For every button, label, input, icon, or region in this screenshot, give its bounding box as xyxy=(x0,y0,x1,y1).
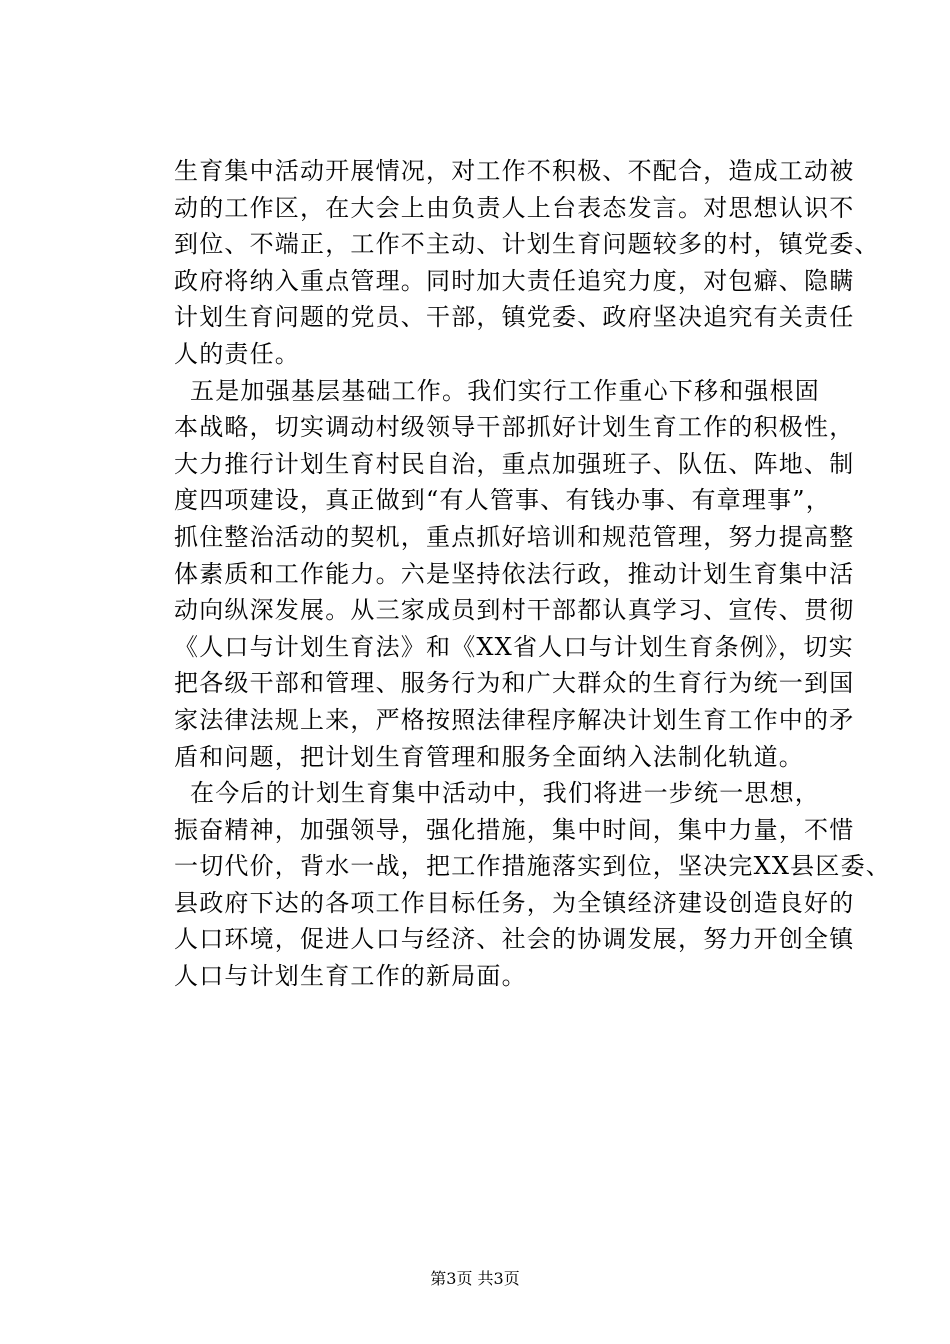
text-line: 大力推行计划生育村民自治，重点加强班子、队伍、阵地、制 xyxy=(174,449,855,478)
text-line: 到位、不端正，工作不主动、计划生育问题较多的村，镇党委、 xyxy=(174,230,880,259)
text-line: 盾和问题，把计划生育管理和服务全面纳入法制化轨道。 xyxy=(174,742,804,771)
text-line: 生育集中活动开展情况，对工作不积极、不配合，造成工动被 xyxy=(174,157,855,185)
text-line: 县政府下达的各项工作目标任务，为全镇经济建设创造良好的 xyxy=(174,888,855,917)
page-number-label: 第3页 共3页 xyxy=(430,1269,520,1288)
text-line: 本战略，切实调动村级领导干部抓好计划生育工作的积极性， xyxy=(174,413,855,442)
text-line: 动的工作区，在大会上由负责人上台表态发言。对思想认识不 xyxy=(174,193,855,222)
text-line: 人口环境，促进人口与经济、社会的协调发展，努力开创全镇 xyxy=(174,925,855,954)
body-text xyxy=(174,153,891,995)
text-line: 人的责任。 xyxy=(174,339,300,368)
text-line: 度四项建设，真正做到“有人管事、有钱办事、有章理事”， xyxy=(174,486,831,515)
text-line: 人口与计划生育工作的新局面。 xyxy=(174,962,527,991)
paragraph-start-line: 五是加强基层基础工作。我们实行工作重心下移和强根固 xyxy=(190,376,820,405)
text-line: 一切代价，背水一战，把工作措施落实到位，坚决完XX县区委、 xyxy=(174,852,891,881)
page-footer xyxy=(0,1269,950,1289)
paragraph-start-line: 在今后的计划生育集中活动中，我们将进一步统一思想， xyxy=(190,779,820,808)
text-line: 计划生育问题的党员、干部，镇党委、政府坚决追究有关责任 xyxy=(174,303,855,332)
text-line: 振奋精神，加强领导，强化措施，集中时间，集中力量，不惜 xyxy=(174,815,855,844)
text-line: 抓住整治活动的契机，重点抓好培训和规范管理，努力提高整 xyxy=(174,522,855,551)
text-line: 体素质和工作能力。六是坚持依法行政，推动计划生育集中活 xyxy=(174,559,855,588)
text-line: 政府将纳入重点管理。同时加大责任追究力度，对包癖、隐瞒 xyxy=(174,266,855,295)
text-line: 把各级干部和管理、服务行为和广大群众的生育行为统一到国 xyxy=(174,669,855,698)
text-line: 动向纵深发展。从三家成员到村干部都认真学习、宣传、贯彻 xyxy=(174,596,855,625)
text-line: 《人口与计划生育法》和《XX省人口与计划生育条例》，切实 xyxy=(174,632,854,661)
text-line: 家法律法规上来，严格按照法律程序解决计划生育工作中的矛 xyxy=(174,705,855,734)
